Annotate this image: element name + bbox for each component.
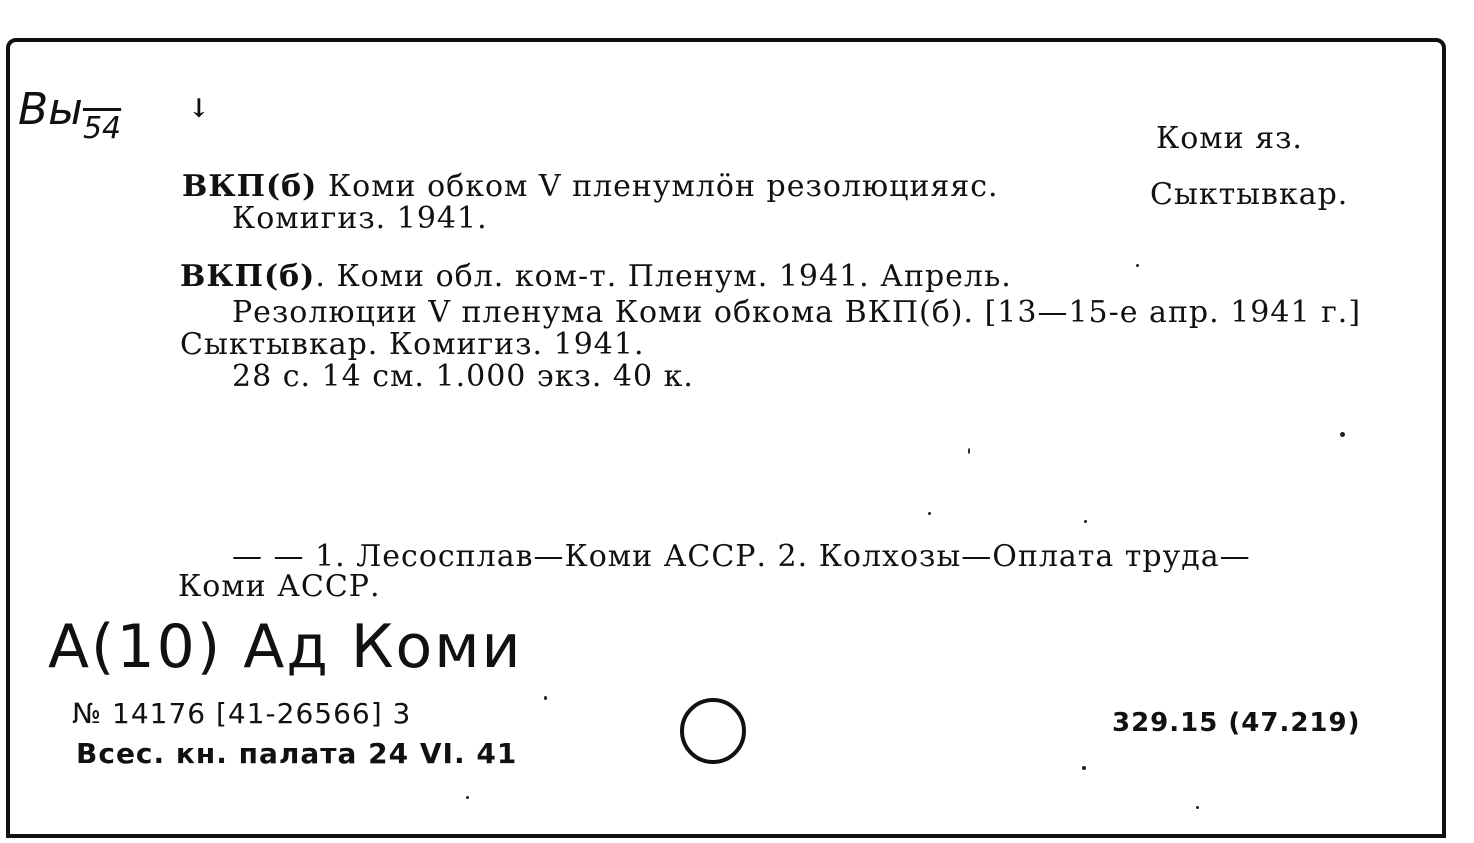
handwritten-subject: А(10) Ад Коми — [48, 612, 523, 682]
entry2-corporate-body: . Коми обл. ком-т. Пленум. 1941. Апрель. — [315, 259, 1012, 294]
entry1-title: Коми обком V пленумлӧн резолюцияяс. — [327, 169, 999, 204]
book-chamber-stamp: Всес. кн. палата 24 VI. 41 — [76, 737, 518, 770]
entry2-title: Резолюции V пленума Коми обкома ВКП(б). [13—15-е апр. 1941 г.] — [232, 295, 1362, 330]
entry1-place: Сыктывкар. — [1150, 177, 1349, 212]
speck — [1196, 806, 1199, 809]
entry2-line1 — [180, 259, 1012, 294]
speck — [1084, 520, 1087, 523]
entry1-heading: ВКП(б) — [182, 169, 318, 204]
speck — [1082, 766, 1086, 770]
handwritten-shelfmark: $Вы_{54}$ — [18, 84, 122, 146]
speck — [1136, 264, 1139, 267]
subject-headings-line1: — — 1. Лесосплав—Коми АССР. 2. Колхозы—Оплата труда— — [232, 539, 1251, 574]
speck — [1340, 432, 1345, 437]
language-note: Коми яз. — [1156, 121, 1303, 156]
arrow-mark: ↓ — [188, 94, 211, 124]
entry2-imprint: Сыктывкар. Комигиз. 1941. — [180, 327, 645, 362]
record-number: № 14176 [41-26566] 3 — [72, 697, 412, 730]
speck — [968, 448, 970, 454]
entry2-collation: 28 с. 14 см. 1.000 экз. 40 к. — [232, 359, 694, 394]
entry2-heading: ВКП(б) — [180, 259, 316, 294]
speck — [544, 696, 547, 700]
speck — [466, 796, 469, 799]
entry1-publisher: Комигиз. 1941. — [232, 201, 488, 236]
speck — [928, 512, 931, 515]
subject-headings-line2: Коми АССР. — [178, 569, 381, 604]
classification-number: 329.15 (47.219) — [1112, 708, 1361, 738]
entry1-line1 — [182, 169, 999, 204]
punch-hole — [680, 698, 746, 764]
